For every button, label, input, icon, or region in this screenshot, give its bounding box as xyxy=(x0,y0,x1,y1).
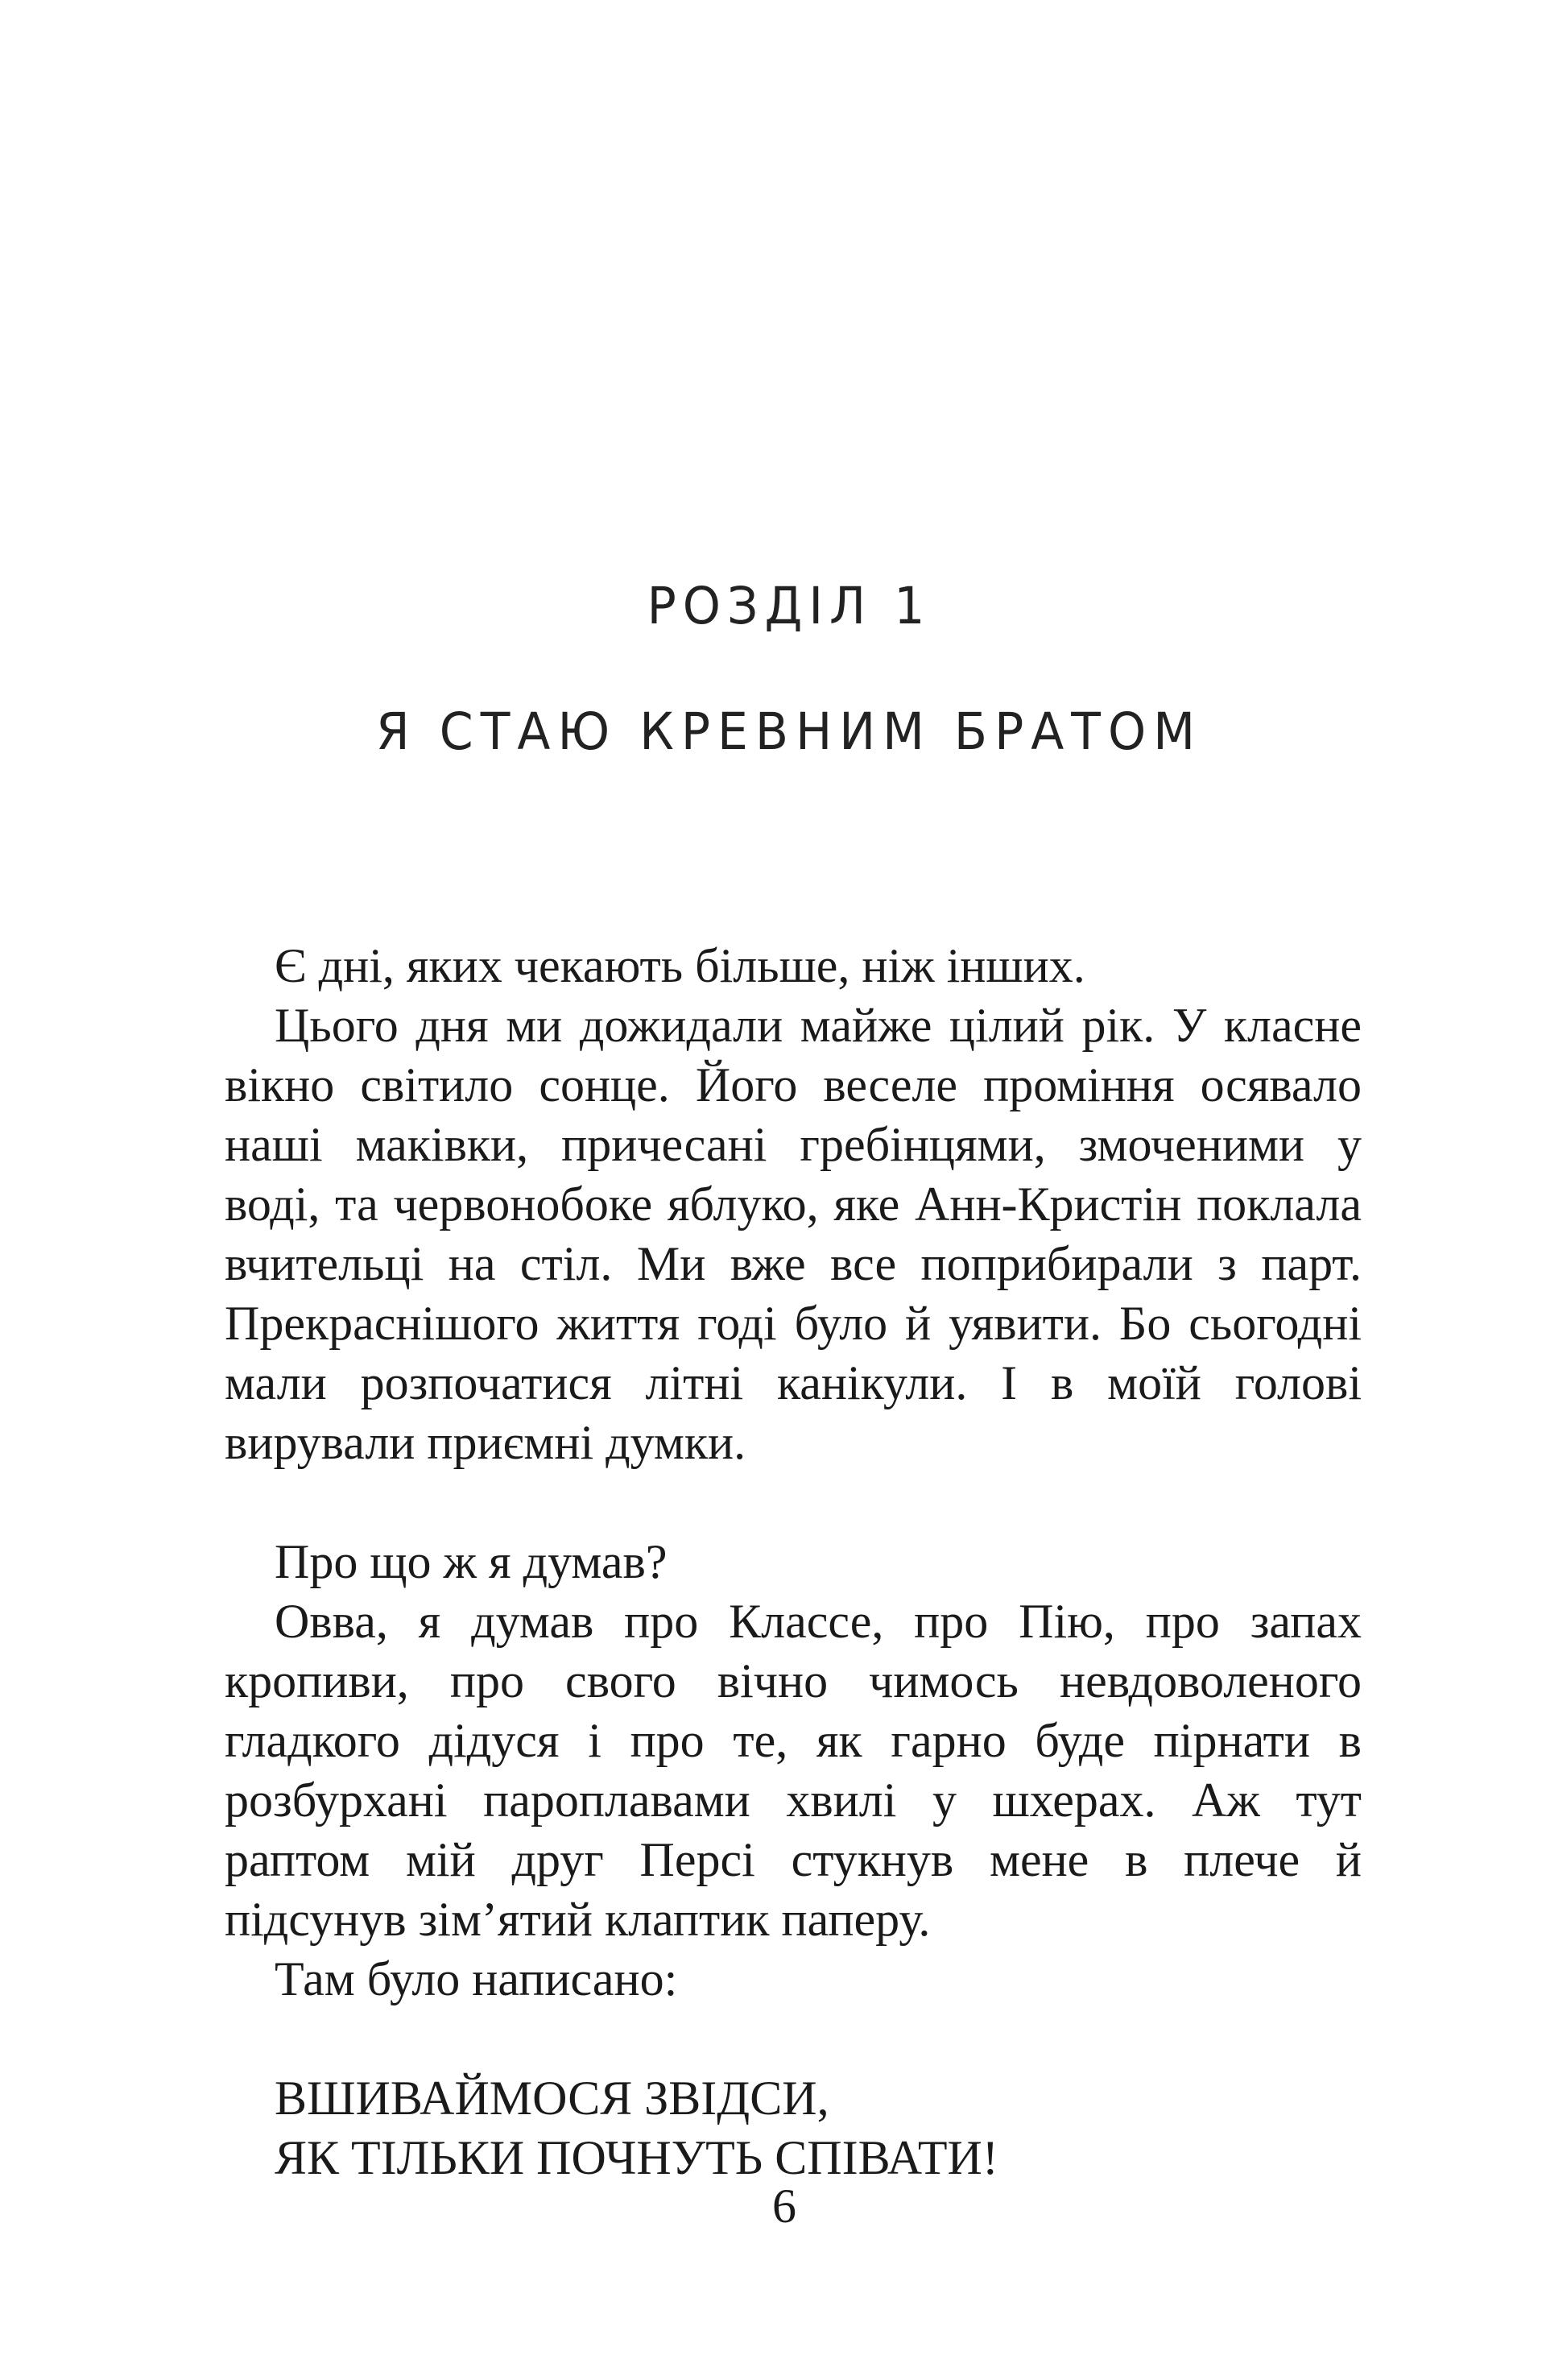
chapter-number: РОЗДІЛ 1 xyxy=(647,577,932,636)
paragraph-gap xyxy=(225,2009,1362,2068)
note-line: ЯК ТІЛЬКИ ПОЧНУТЬ СПІВАТИ! xyxy=(275,2131,998,2184)
paragraph: Цього дня ми дожидали майже цілий рік. У класне вікно світило сонце. Його веселе проміння осявало наші маківки, причесані гребінцями, змоченими у воді, та червонобоке яблуко, яке Анн-Кристін поклала вчительці на стіл. Ми вже все поприбирали з парт. Прекраснішого життя годі було й уявити. Бо сьогодні мали розпочатися літні канікули. І в моїй голові вирували приємні думки. xyxy=(225,999,1362,1469)
note-line: ВШИВАЙМОСЯ ЗВІДСИ, xyxy=(275,2072,829,2125)
page-number: 6 xyxy=(772,2179,796,2233)
paragraph: Є дні, яких чекають більше, ніж інших. xyxy=(275,939,1085,992)
paragraph: Там було написано: xyxy=(275,1952,678,2005)
paragraph: Про що ж я думав? xyxy=(275,1535,668,1588)
paragraph: Овва, я думав про Классе, про Пію, про запах кропиви, про свого вічно чимось невдоволеного гладкого дідуся і про те, як гарно буде пірнати в розбурхані пароплавами хвилі у шхерах. Аж тут раптом мій друг Персі стукнув мене в плече й підсунув зім’ятий клаптик паперу. xyxy=(225,1595,1362,1946)
paragraph-gap xyxy=(225,1472,1362,1532)
chapter-title: Я СТАЮ КРЕВНИМ БРАТОМ xyxy=(376,702,1202,762)
body-text xyxy=(225,936,1362,2188)
